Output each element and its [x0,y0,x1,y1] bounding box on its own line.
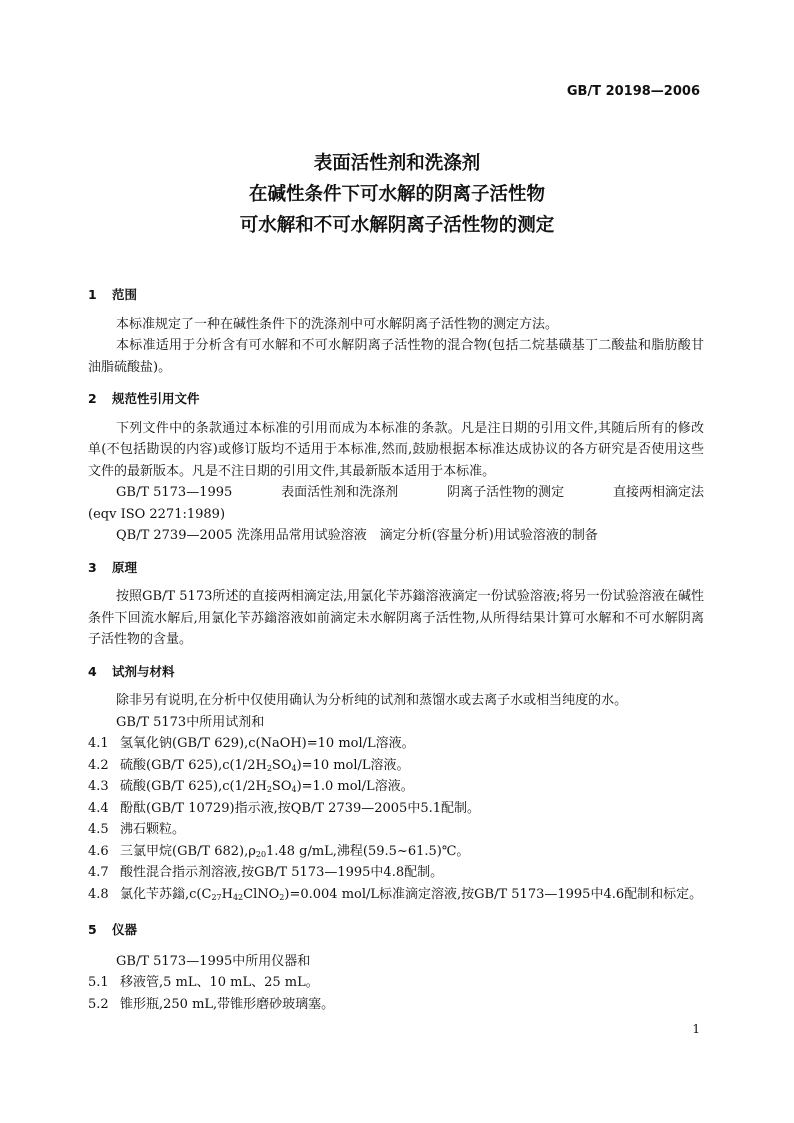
title-line-1: 表面活性剂和洗涤剂 [313,153,481,174]
reference-entry: QB/T 2739—2005 洗涤用品常用试验溶液 滴定分析(容量分析)用试验溶液的制备 [116,528,598,543]
list-item: 4.5 沸石颗粒。 [88,822,186,837]
paragraph: GB/T 5173—1995中所用仪器和 [116,953,311,969]
list-item: 4.3 硫酸(GB/T $625),c(1/2H_2SO_4)=1.0$ mol/L溶液。 [88,779,414,794]
title-line-3: 可水解和不可水解阴离子活性物的测定 [239,215,555,236]
list-item: 4.1 氢氧化钠(GB/T 629),c(NaOH)=10 mol/L溶液。 [88,736,415,751]
section-heading-principle: 3 原理 [88,559,138,575]
reference-continuation: (eqv ISO 2271:1989) [88,506,226,522]
section-heading-reagents: 4 试剂与材料 [88,663,175,679]
section-heading-normative-references: 2 规范性引用文件 [88,391,200,406]
reference-entry: GB/T 5173—1995 表面活性剂和洗涤剂 阴离子活性物的测定 直接两相滴定法 [116,485,704,500]
paragraph: 本标准适用于分析含有可水解和不可水解阴离子活性物的混合物(包括二烷基磺基丁二酸盐和脂肪酸甘油脂硫酸盐)。 [88,338,704,375]
list-item: 4.8 氯化苄苏鎓$,c(C_{27}H_{42}ClNO_2)=0.004$ mol/L标准滴定溶液,按GB/T 5173—1995中4.6配制和标定。 [88,886,703,902]
title-line-2: 在碱性条件下可水解的阴离子活性物 [248,184,545,205]
document-title [0,148,794,241]
list-item: 4.6 三氯甲烷(GB/T $682),\rho_{20}1.48$ g/mL,沸程(59.5~61.5)℃。 [88,843,470,859]
list-item: 4.7 酸性混合指示剂溶液,按GB/T 5173—1995中4.8配制。 [88,865,444,880]
list-item: 4.4 酚酞(GB/T 10729)指示液,按QB/T 2739—2005中5.1配制。 [88,800,480,816]
list-item: 5.1 移液管,5 mL、10 mL、25 mL。 [88,975,319,990]
paragraph: 除非另有说明,在分析中仅使用确认为分析纯的试剂和蒸馏水或去离子水或相当纯度的水。 [116,693,628,708]
list-item: 5.2 锥形瓶,250 mL,带锥形磨砂玻璃塞。 [88,996,335,1012]
paragraph: 按照GB/T 5173所述的直接两相滴定法,用氯化苄苏鎓溶液滴定一份试验溶液;将另一份试验溶液在碱性条件下回流水解后,用氯化苄苏鎓溶液如前滴定未水解阴离子活性物,从所得结果计算可水解和不可水解阴离子活性物的含量。 [88,589,704,647]
section-heading-apparatus: 5 仪器 [88,922,138,937]
document-body [88,274,704,1015]
paragraph: 下列文件中的条款通过本标准的引用而成为本标准的条款。凡是注日期的引用文件,其随后所有的修改单(不包括勘误的内容)或修订版均不适用于本标准,然而,鼓励根据本标准达成协议的各方研究是否使用这些文件的最新版本。凡是不注日期的引用文件,其最新版本适用于本标准。 [88,420,704,479]
paragraph: GB/T 5173中所用试剂和 [116,714,265,730]
page-number: 1 [692,1022,700,1036]
section-heading-scope: 1 范围 [88,287,138,302]
standard-code: GB/T 20198—2006 [566,84,700,99]
paragraph: 本标准规定了一种在碱性条件下的洗涤剂中可水解阴离子活性物的测定方法。 [116,316,559,332]
list-item: 4.2 硫酸(GB/T $625),c(1/2H_2SO_4)=10$ mol/L溶液。 [88,757,410,773]
